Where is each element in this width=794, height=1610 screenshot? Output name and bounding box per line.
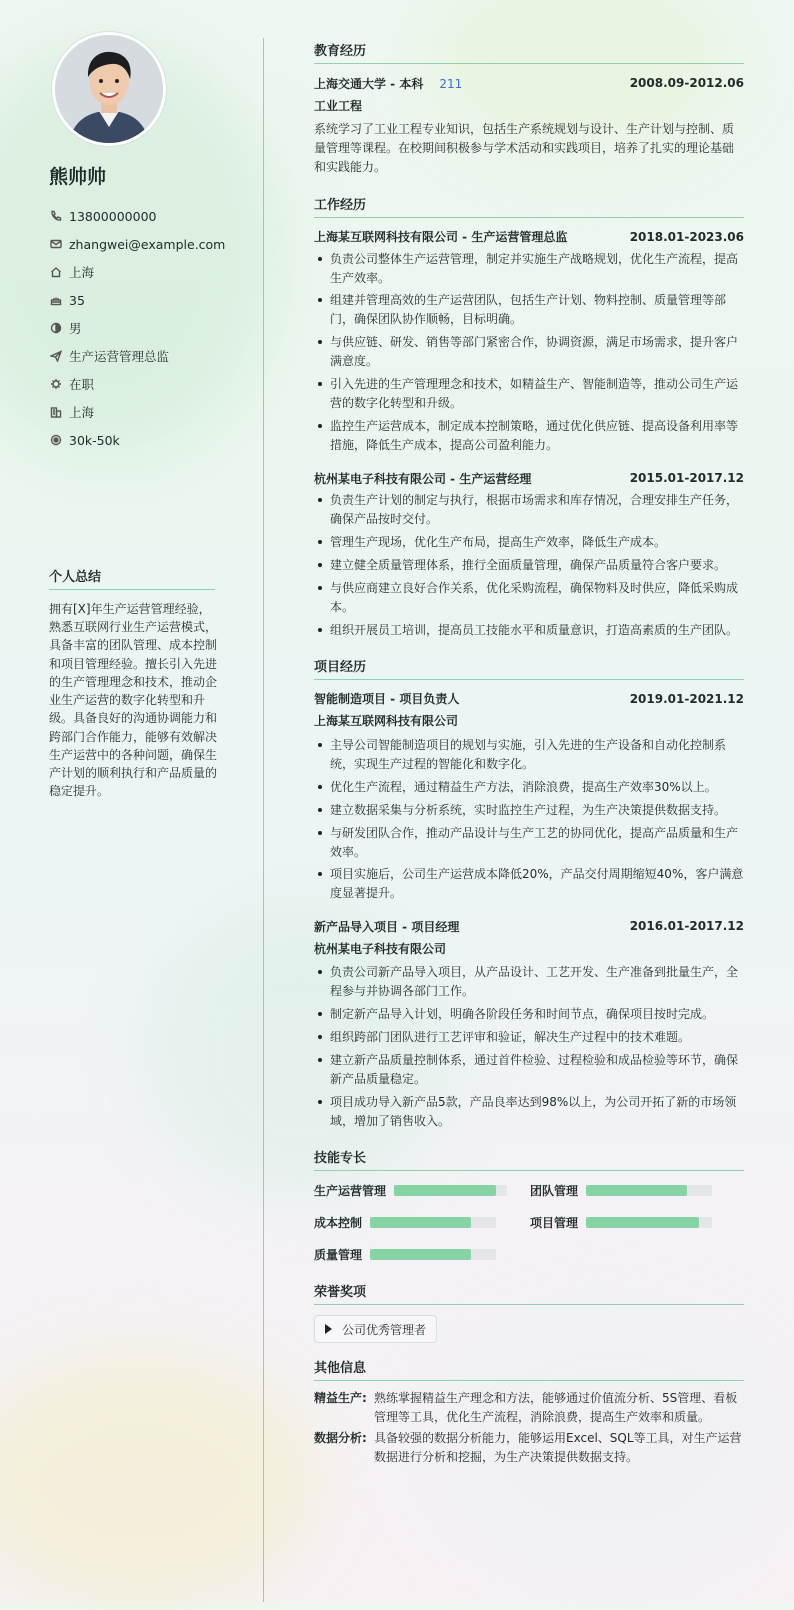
list-item: 建立新产品质量控制体系，通过首件检验、过程检验和成品检验等环节，确保新产品质量稳定。	[314, 1051, 744, 1089]
sidebar	[0, 0, 263, 1602]
salary-text: 30k-50k	[69, 432, 120, 448]
job-period: 2015.01-2017.12	[629, 471, 744, 486]
list-item: 组建并管理高效的生产运营团队，包括生产计划、物料控制、质量管理等部门，确保团队协作顺畅，目标明确。	[314, 291, 744, 329]
project-heading: 智能制造项目 - 项目负责人	[314, 692, 460, 707]
award-label: 公司优秀管理者	[342, 1322, 427, 1337]
skill-bar	[370, 1249, 496, 1260]
gender-icon	[49, 322, 62, 335]
project-entry	[314, 688, 744, 904]
skill-name: 质量管理	[314, 1247, 363, 1262]
play-icon	[325, 1324, 332, 1334]
info-gender	[49, 314, 225, 342]
major: 工业工程	[314, 98, 363, 113]
list-item: 优化生产流程，通过精益生产方法，消除浪费，提高生产效率30%以上。	[314, 778, 744, 797]
position-text: 生产运营管理总监	[69, 349, 170, 364]
section-title: 技能专长	[314, 1147, 744, 1171]
skill-bar	[586, 1217, 712, 1228]
home-icon	[49, 266, 62, 279]
project-items	[314, 736, 744, 904]
job-duties	[314, 250, 744, 456]
job-header	[314, 467, 744, 489]
other-key: 精益生产:	[314, 1391, 367, 1406]
status-icon	[49, 378, 62, 391]
list-item: 项目成功导入新产品5款，产品良率达到98%以上，为公司开拓了新的市场领域，增加了销售收入。	[314, 1093, 744, 1131]
skill-name: 生产运营管理	[314, 1183, 387, 1198]
job-period: 2018.01-2023.06	[629, 229, 744, 244]
summary-title: 个人总结	[49, 566, 215, 590]
other-value: 熟练掌握精益生产理念和方法，能够通过价值流分析、5S管理、看板管理等工具，优化生产流程，消除浪费，提高生产效率和质量。	[374, 1391, 738, 1424]
education-desc: 系统学习了工业工程专业知识，包括生产系统规划与设计、生产计划与控制、质量管理等课程。在校期间积极参与学术活动和实践项目，培养了扎实的理论基础和实践能力。	[314, 122, 735, 175]
job-heading: 上海某互联网科技有限公司 - 生产运营管理总监	[314, 230, 568, 245]
skills-grid	[314, 1179, 744, 1265]
skill-item	[314, 1243, 530, 1265]
list-item: 制定新产品导入计划，明确各阶段任务和时间节点，确保项目按时完成。	[314, 1005, 744, 1024]
work-section	[314, 194, 744, 640]
other-section	[314, 1357, 744, 1467]
project-entry	[314, 915, 744, 1131]
summary-text: 拥有[X]年生产运营管理经验，熟悉互联网行业生产运营模式，具备丰富的团队管理、成本控制和项目管理经验。擅长引入先进的生产管理理念和技术，推动企业生产运营的数字化转型和升级。具备良好的沟通协调能力和跨部门合作能力，能够有效解决生产运营中的各种问题，确保生产计划的顺利执行和产品质量的稳定提升。	[49, 602, 218, 799]
school-wrap	[314, 75, 462, 92]
skill-item	[530, 1179, 740, 1201]
phone-icon	[49, 210, 62, 223]
list-item: 项目实施后，公司生产运营成本降低20%，产品交付周期缩短40%，客户满意度显著提升。	[314, 865, 744, 903]
skill-bar-fill	[370, 1249, 471, 1260]
list-item: 主导公司智能制造项目的规划与实施，引入先进的生产设备和自动化控制系统，实现生产过程的智能化和数字化。	[314, 736, 744, 774]
candidate-name: 熊帅帅	[49, 166, 107, 188]
info-status	[49, 370, 225, 398]
skill-bar	[394, 1185, 507, 1196]
status-text: 在职	[69, 377, 95, 392]
email-text: zhangwei@example.com	[69, 236, 226, 252]
skill-bar	[586, 1185, 712, 1196]
list-item: 引入先进的生产管理理念和技术，如精益生产、智能制造等，推动公司生产运营的数字化转型和升级。	[314, 375, 744, 413]
job-entry	[314, 226, 744, 456]
skills-section	[314, 1147, 744, 1265]
info-phone	[49, 202, 225, 230]
project-header	[314, 915, 744, 937]
skill-name: 项目管理	[530, 1215, 579, 1230]
award-item	[314, 1315, 437, 1343]
education-period: 2008.09-2012.06	[629, 76, 744, 90]
skill-bar-fill	[370, 1217, 471, 1228]
mail-icon	[49, 238, 62, 251]
school-name: 上海交通大学 - 本科	[314, 76, 424, 91]
gender-text: 男	[69, 321, 82, 336]
project-company: 上海某互联网科技有限公司	[314, 714, 459, 729]
other-value: 具备较强的数据分析能力，能够运用Excel、SQL等工具，对生产运营数据进行分析和挖掘，为生产决策提供数据支持。	[374, 1430, 742, 1464]
awards-section	[314, 1281, 744, 1343]
skill-name: 成本控制	[314, 1215, 363, 1230]
skill-bar-fill	[586, 1185, 687, 1196]
city-text: 上海	[69, 405, 95, 420]
project-period: 2016.01-2017.12	[629, 919, 744, 934]
list-item: 管理生产现场，优化生产布局，提高生产效率，降低生产成本。	[314, 533, 744, 552]
list-item: 负责生产计划的制定与执行，根据市场需求和库存情况，合理安排生产任务，确保产品按时交付。	[314, 491, 744, 529]
location-text: 上海	[69, 265, 95, 280]
list-item: 负责公司整体生产运营管理，制定并实施生产战略规划，优化生产流程，提高生产效率。	[314, 250, 744, 288]
age-text: 35	[69, 292, 85, 308]
info-city	[49, 398, 225, 426]
column-divider	[263, 38, 264, 1602]
project-period: 2019.01-2021.12	[629, 691, 744, 706]
building-icon	[49, 406, 62, 419]
coin-icon	[49, 434, 62, 447]
skill-bar-fill	[394, 1185, 496, 1196]
list-item: 与供应链、研发、销售等部门紧密合作，协调资源，满足市场需求，提升客户满意度。	[314, 333, 744, 371]
skill-item	[314, 1179, 530, 1201]
main-content	[314, 40, 744, 1469]
contact-info-list	[49, 202, 225, 454]
other-row	[314, 1429, 744, 1467]
project-company: 杭州某电子科技有限公司	[314, 941, 447, 956]
list-item: 监控生产运营成本，制定成本控制策略，通过优化供应链、提高设备利用率等措施，降低生产成本，提高公司盈利能力。	[314, 417, 744, 455]
section-title: 其他信息	[314, 1357, 744, 1381]
skill-name: 团队管理	[530, 1183, 579, 1198]
send-icon	[49, 350, 62, 363]
section-title: 工作经历	[314, 194, 744, 218]
projects-section	[314, 656, 744, 1131]
list-item: 建立健全质量管理体系，推行全面质量管理，确保产品质量符合客户要求。	[314, 556, 744, 575]
avatar	[52, 32, 166, 146]
info-position	[49, 342, 225, 370]
skill-item	[314, 1211, 530, 1233]
job-duties	[314, 491, 744, 640]
project-items	[314, 963, 744, 1131]
phone-text: 13800000000	[69, 208, 157, 224]
info-email	[49, 230, 225, 258]
section-title: 项目经历	[314, 656, 744, 680]
skill-item	[530, 1211, 740, 1233]
info-location	[49, 258, 225, 286]
other-row	[314, 1389, 744, 1427]
other-key: 数据分析:	[314, 1430, 367, 1445]
job-header	[314, 226, 744, 248]
avatar-image	[55, 35, 163, 143]
info-salary	[49, 426, 225, 454]
education-row	[314, 72, 744, 94]
list-item: 与研发团队合作，推动产品设计与生产工艺的协同优化，提高产品质量和生产效率。	[314, 824, 744, 862]
skill-bar	[370, 1217, 496, 1228]
list-item: 负责公司新产品导入项目，从产品设计、工艺开发、生产准备到批量生产，全程参与并协调各部门工作。	[314, 963, 744, 1001]
info-age	[49, 286, 225, 314]
job-entry	[314, 467, 744, 640]
cake-icon	[49, 294, 62, 307]
section-title: 荣誉奖项	[314, 1281, 744, 1305]
list-item: 建立数据采集与分析系统，实时监控生产过程，为生产决策提供数据支持。	[314, 801, 744, 820]
list-item: 组织跨部门团队进行工艺评审和验证，解决生产过程中的技术难题。	[314, 1028, 744, 1047]
school-tag: 211	[439, 76, 463, 91]
education-section	[314, 40, 744, 178]
list-item: 与供应商建立良好合作关系，优化采购流程，确保物料及时供应，降低采购成本。	[314, 579, 744, 617]
section-title: 教育经历	[314, 40, 744, 64]
job-heading: 杭州某电子科技有限公司 - 生产运营经理	[314, 471, 532, 486]
skill-bar-fill	[586, 1217, 699, 1228]
project-header	[314, 688, 744, 710]
project-heading: 新产品导入项目 - 项目经理	[314, 919, 460, 934]
list-item: 组织开展员工培训，提高员工技能水平和质量意识，打造高素质的生产团队。	[314, 621, 744, 640]
